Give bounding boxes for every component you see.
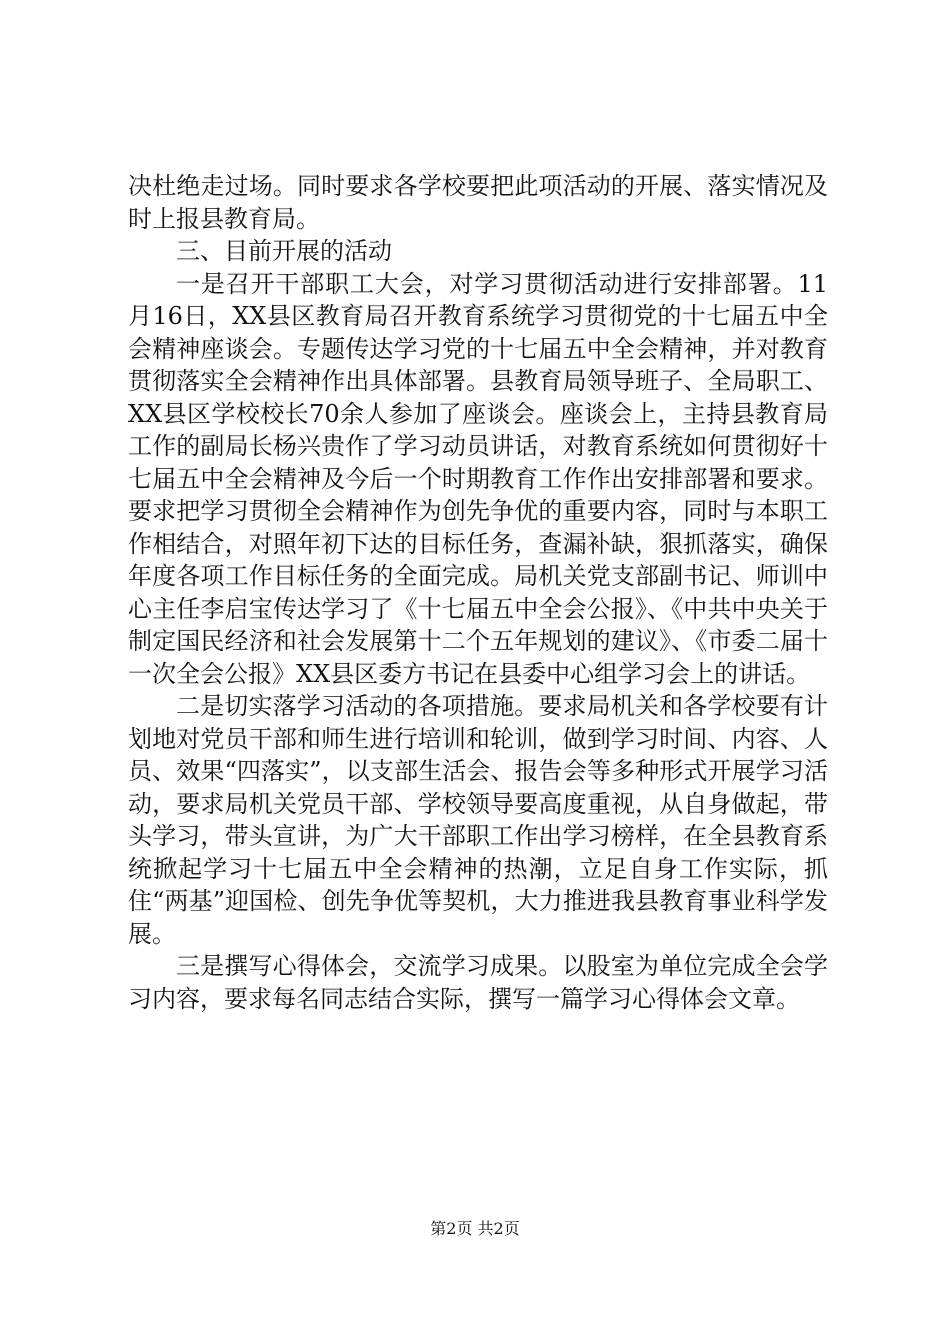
paragraph-activity-one: 一是召开干部职工大会，对学习贯彻活动进行安排部署。11月16日，XX县区教育局召开教育系统学习贯彻党的十七届五中全会精神座谈会。专题传达学习党的十七届五中全会精神，并对教育贯彻落实全会精神作出具体部署。县教育局领导班子、全局职工、XX县区学校校长70余人参加了座谈会。座谈会上，主持县教育局工作的副局长杨兴贵作了学习动员讲话，对教育系统如何贯彻好十七届五中全会精神及今后一个时期教育工作作出安排部署和要求。要求把学习贯彻全会精神作为创先争优的重要内容，同时与本职工作相结合，对照年初下达的目标任务，查漏补缺，狠抓落实，确保年度各项工作目标任务的全面完成。局机关党支部副书记、师训中心主任李启宝传达学习了《十七届五中全会公报》、《中共中央关于制定国民经济和社会发展第十二个五年规划的建议》、《市委二届十一次全会公报》XX县区委方书记在县委中心组学习会上的讲话。 bbox=[128, 269, 828, 688]
paragraph-continuation: 决杜绝走过场。同时要求各学校要把此项活动的开展、落实情况及时上报县教育局。 bbox=[128, 172, 828, 233]
paragraph-activity-three: 三是撰写心得体会，交流学习成果。以股室为单位完成全会学习内容，要求每名同志结合实际，撰写一篇学习心得体会文章。 bbox=[128, 952, 828, 1013]
document-body bbox=[128, 170, 828, 1015]
section-heading: 三、目前开展的活动 bbox=[176, 237, 392, 265]
page-footer: 第2页 共2页 bbox=[430, 1219, 520, 1238]
paragraph-activity-two: 二是切实落学习活动的各项措施。要求局机关和各学校要有计划地对党员干部和师生进行培训和轮训，做到学习时间、内容、人员、效果“四落实”，以支部生活会、报告会等多种形式开展学习活动，要求局机关党员干部、学校领导要高度重视，从自身做起，带头学习，带头宣讲，为广大干部职工作出学习榜样，在全县教育系统掀起学习十七届五中全会精神的热潮，立足自身工作实际，抓住“两基”迎国检、创先争优等契机，大力推进我县教育事业科学发展。 bbox=[128, 692, 828, 948]
